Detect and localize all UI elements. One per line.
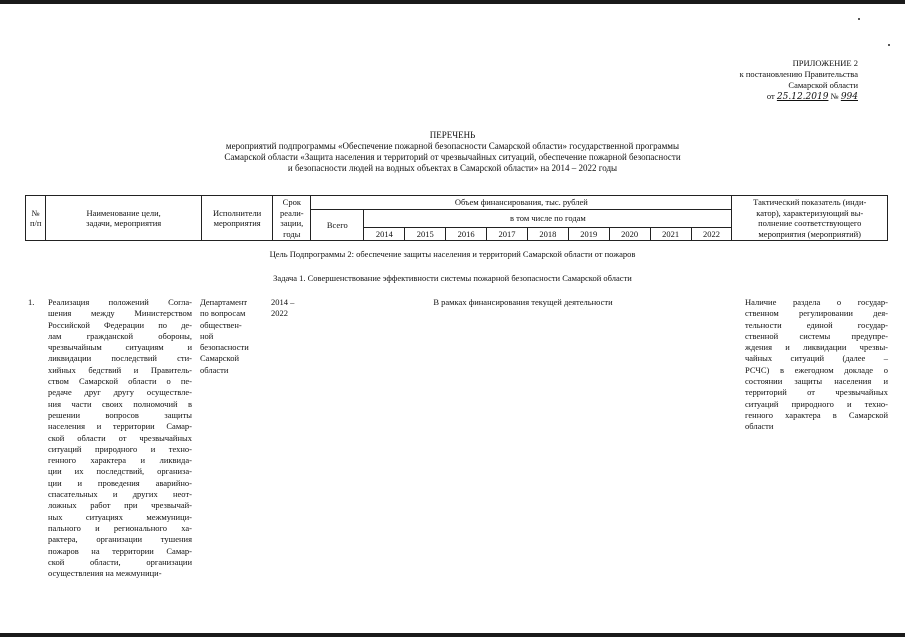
text-line: осуществления на межмуници- bbox=[48, 568, 162, 579]
scan-bottom-border bbox=[0, 633, 905, 637]
text-line: по вопросам bbox=[200, 308, 246, 319]
date-prefix: от bbox=[766, 91, 775, 101]
appendix-block bbox=[718, 58, 858, 103]
header-year: 2020 bbox=[609, 227, 650, 241]
header-year: 2015 bbox=[405, 227, 446, 241]
text-line: шения между Министерством bbox=[48, 308, 192, 319]
appendix-line-2: Самарской области bbox=[788, 80, 858, 90]
text-line: ной bbox=[200, 330, 214, 341]
text-line: ния части своих полномочий в bbox=[48, 398, 192, 409]
header-year: 2016 bbox=[446, 227, 487, 241]
header-funding: Объем финансирования, тыс. рублей bbox=[311, 196, 732, 210]
text-line: ции и проведения аварийно- bbox=[48, 477, 192, 488]
text-line: 2022 bbox=[271, 308, 288, 319]
activity-indicator bbox=[745, 297, 888, 433]
text-line: состоянии защиты населения и bbox=[745, 376, 888, 387]
activity-name bbox=[48, 297, 192, 579]
goal-row: Цель Подпрограммы 2: обеспечение защиты населения и территорий Самарской области от пожаров bbox=[269, 249, 636, 259]
text-line: хийных бедствий и Правитель- bbox=[48, 364, 192, 375]
text-line: ных ситуациях межмуници- bbox=[48, 511, 192, 522]
number-prefix: № bbox=[830, 91, 839, 101]
text-line: Реализация положений Согла- bbox=[48, 297, 192, 307]
text-line: тельности единой государ- bbox=[745, 319, 888, 330]
header-year: 2014 bbox=[364, 227, 405, 241]
activity-executors bbox=[200, 297, 268, 376]
row-number: 1. bbox=[28, 297, 35, 307]
header-year: 2021 bbox=[650, 227, 691, 241]
handwritten-date: 25.12.2019 bbox=[776, 92, 829, 102]
text-line: пожаров на территории Самар- bbox=[48, 545, 192, 556]
header-name: Наименование цели, задачи, мероприятия bbox=[46, 196, 201, 241]
scan-top-border bbox=[0, 0, 905, 4]
document-heading bbox=[0, 130, 905, 174]
text-line: Самарской bbox=[200, 353, 240, 364]
text-line: редаче друг другу осуществле- bbox=[48, 387, 192, 398]
text-line: ждения и ликвидации чрезвы- bbox=[745, 342, 888, 353]
scan-speck bbox=[888, 44, 890, 46]
text-line: ственной системы предупре- bbox=[745, 330, 888, 341]
text-line: населения и территории Самар- bbox=[48, 421, 192, 432]
text-line: ложных работ при чрезвычай- bbox=[48, 500, 192, 511]
document-title: ПЕРЕЧЕНЬ bbox=[429, 130, 476, 140]
text-line: территорий от чрезвычайных bbox=[745, 387, 888, 398]
text-line: лам гражданской обороны, bbox=[48, 330, 192, 341]
text-line: ственном регулировании дея- bbox=[745, 308, 888, 319]
text-line: чайных ситуаций (далее – bbox=[745, 353, 888, 364]
appendix-line-1: к постановлению Правительства bbox=[739, 69, 858, 79]
header-year: 2018 bbox=[527, 227, 568, 241]
appendix-date-line bbox=[718, 91, 858, 103]
text-line: ством Самарской области о пе- bbox=[48, 376, 192, 387]
text-line: Наличие раздела о государ- bbox=[745, 297, 888, 307]
header-num: № п/п bbox=[26, 196, 46, 241]
activity-term bbox=[271, 297, 305, 320]
text-line: ской области от чрезвычайных bbox=[48, 432, 192, 443]
task-row: Задача 1. Совершенствование эффективности системы пожарной безопасности Самарской области bbox=[273, 273, 632, 283]
text-line: пального и регионального ха- bbox=[48, 522, 192, 533]
header-year: 2022 bbox=[691, 227, 732, 241]
heading-line-2: Самарской области «Защита населения и территорий от чрезвычайных ситуаций, обеспечение пожарной безопасности bbox=[224, 152, 681, 162]
text-line: Департамент bbox=[200, 297, 248, 307]
header-term: Срок реали- зации, годы bbox=[273, 196, 311, 241]
handwritten-number: 994 bbox=[840, 92, 858, 102]
heading-line-3: и безопасности людей на водных объектах в Самарской области» на 2014 – 2022 годы bbox=[287, 163, 618, 173]
header-year: 2019 bbox=[568, 227, 609, 241]
text-line: 2014 – bbox=[271, 297, 295, 307]
header-including-years: в том числе по годам bbox=[364, 209, 732, 227]
text-line: ситуаций природного и техно- bbox=[745, 398, 888, 409]
scan-speck bbox=[858, 18, 860, 20]
activity-funding: В рамках финансирования текущей деятельности bbox=[433, 297, 613, 307]
text-line: решении вопросов защиты bbox=[48, 409, 192, 420]
text-line: ситуаций природного и техно- bbox=[48, 443, 192, 454]
text-line: области bbox=[200, 364, 229, 375]
text-line: обществен- bbox=[200, 319, 242, 330]
header-executors: Исполнители мероприятия bbox=[201, 196, 273, 241]
heading-line-1: мероприятий подпрограммы «Обеспечение пожарной безопасности Самарской области» государственной программы bbox=[225, 141, 680, 151]
header-total: Всего bbox=[311, 209, 364, 241]
header-indicator: Тактический показатель (инди- катор), характеризующий вы- полнение соответствующего мероприятия (мероприятий) bbox=[732, 196, 888, 241]
text-line: безопасности bbox=[200, 342, 249, 353]
text-line: области bbox=[745, 421, 774, 432]
header-year: 2017 bbox=[487, 227, 528, 241]
appendix-title: ПРИЛОЖЕНИЕ 2 bbox=[792, 58, 858, 68]
text-line: ской области, организации bbox=[48, 556, 192, 567]
text-line: генного характера и ликвида- bbox=[48, 455, 192, 466]
text-line: ликвидации последствий сти- bbox=[48, 353, 192, 364]
text-line: чрезвычайным ситуациям и bbox=[48, 342, 192, 353]
text-line: РСЧС) в ежегодном докладе о bbox=[745, 364, 888, 375]
text-line: спасательных и других неот- bbox=[48, 489, 192, 500]
text-line: генного характера в Самарской bbox=[745, 409, 888, 420]
text-line: рактера, организации тушения bbox=[48, 534, 192, 545]
text-line: ции их последствий, организа- bbox=[48, 466, 192, 477]
text-line: Российской Федерации по де- bbox=[48, 319, 192, 330]
activities-table-header bbox=[25, 195, 888, 241]
